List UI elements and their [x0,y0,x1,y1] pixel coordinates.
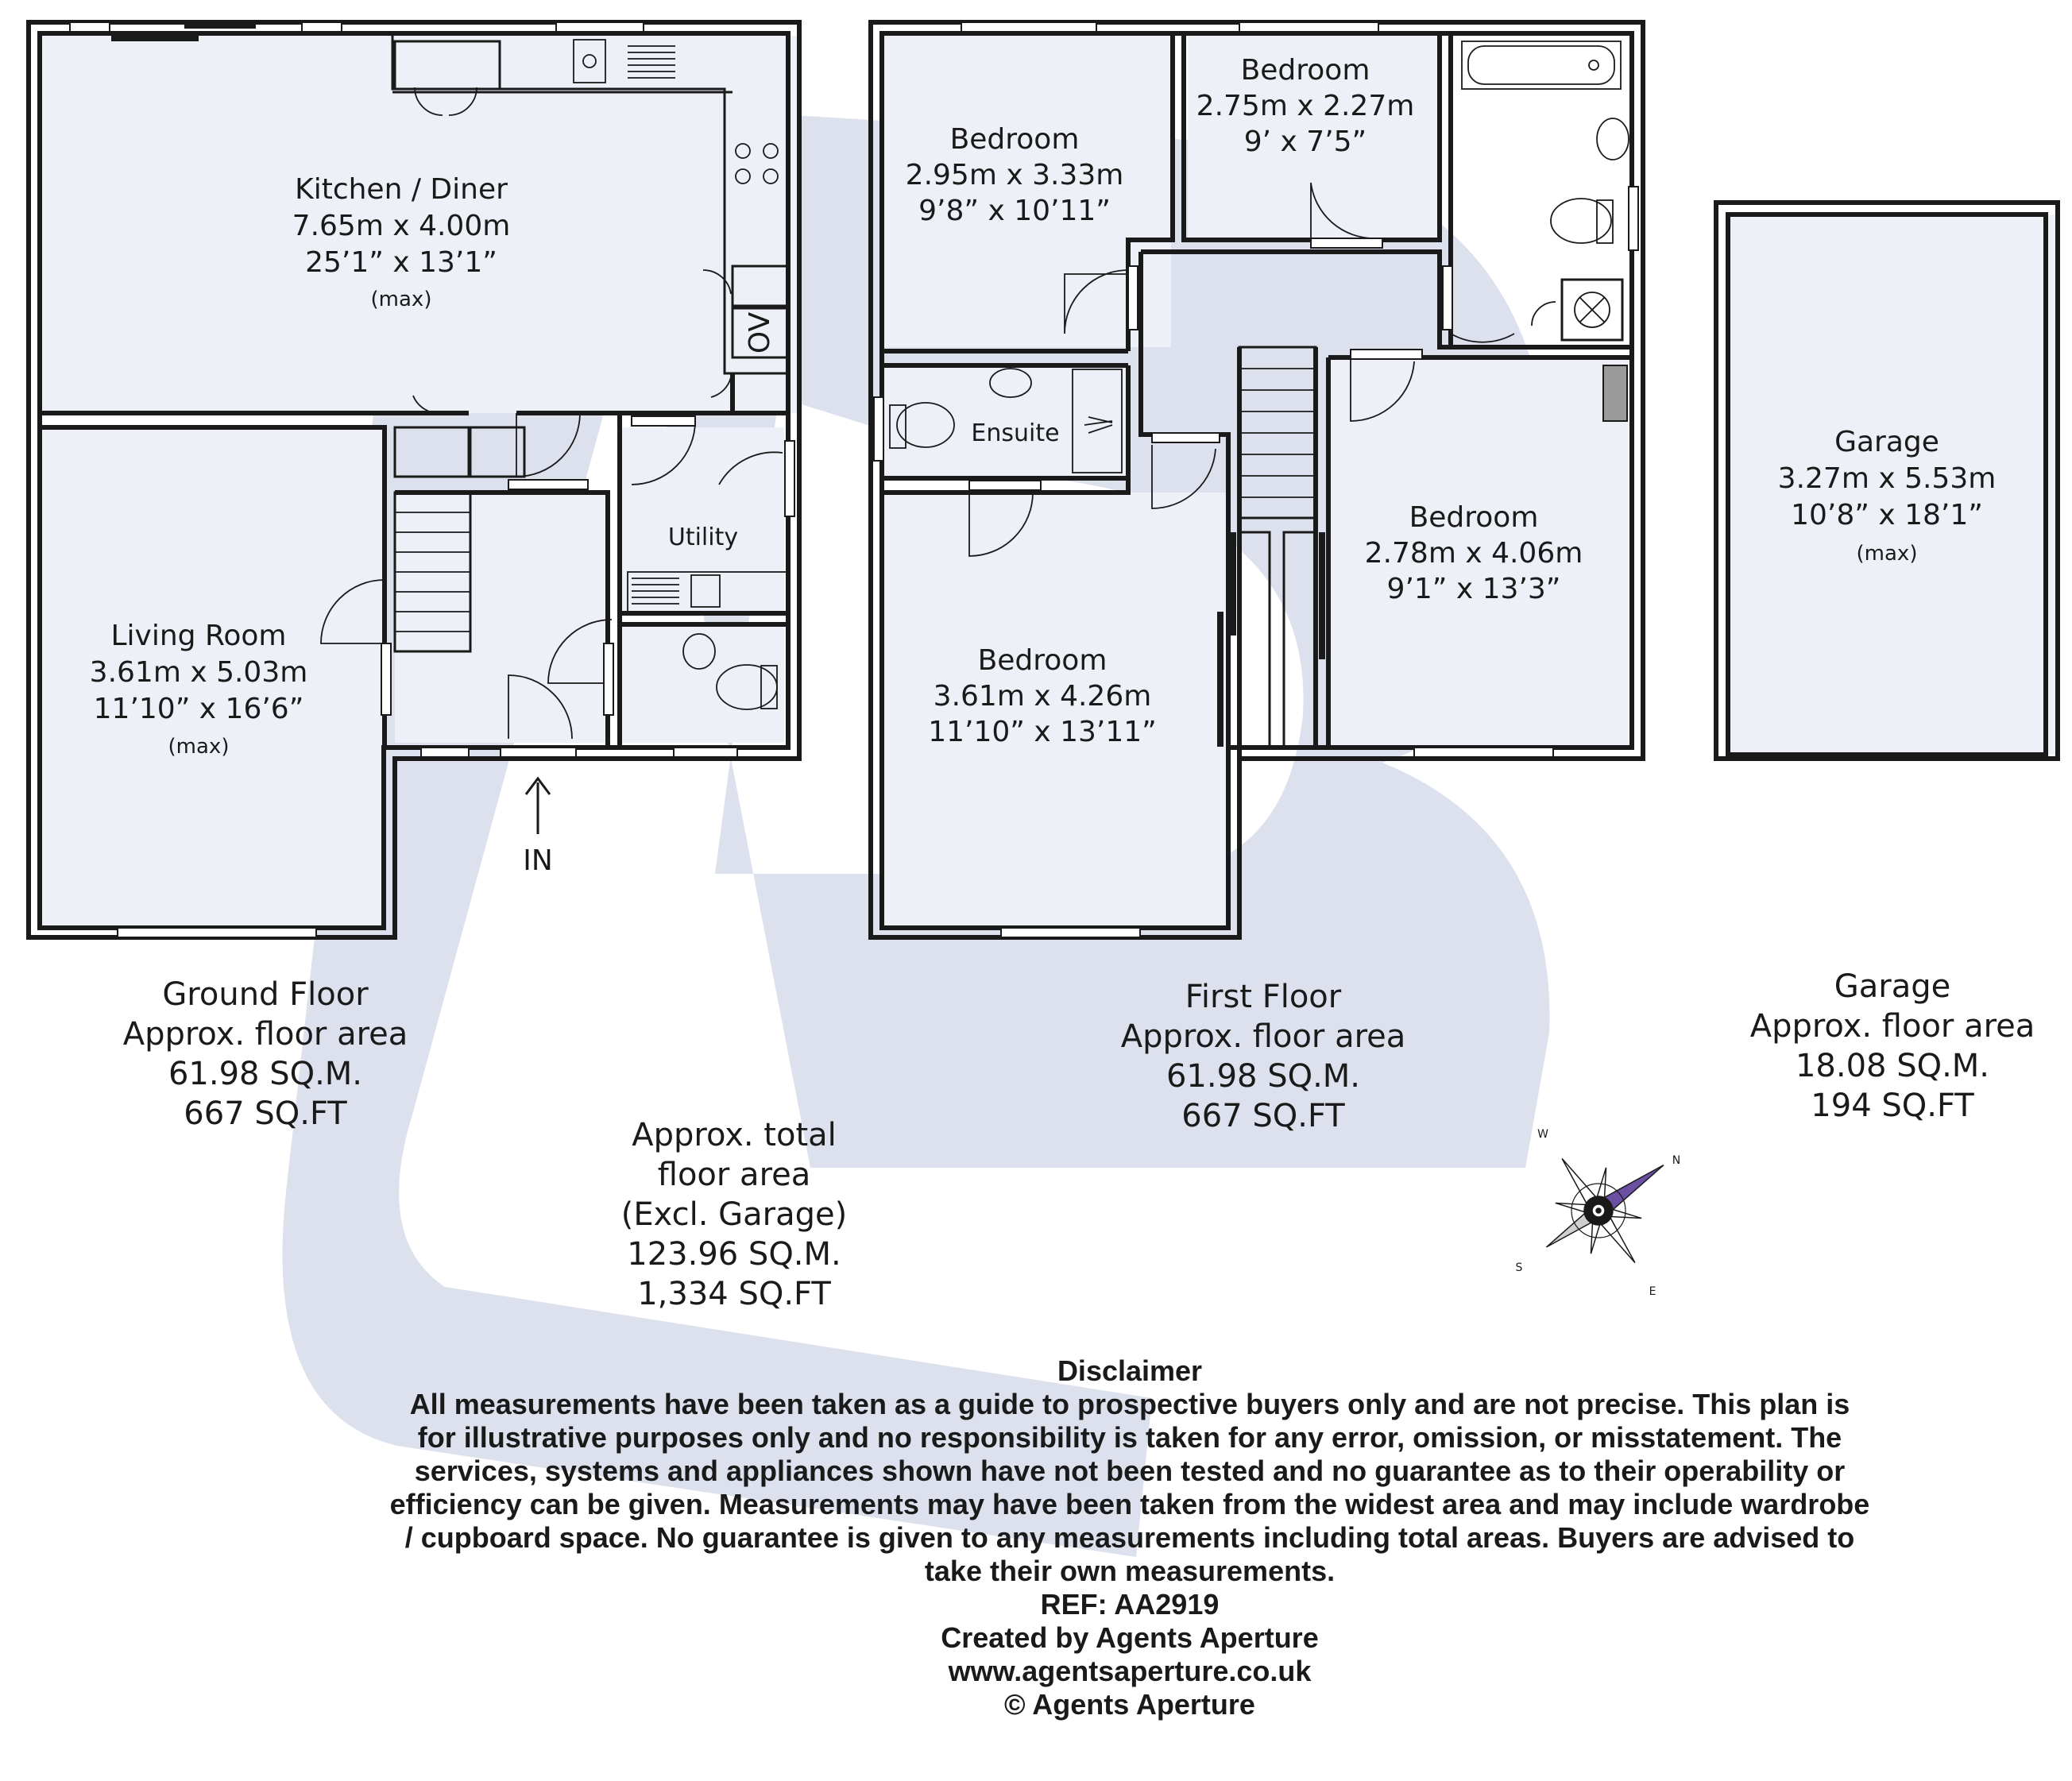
total-line-2: floor area [657,1157,811,1193]
bedroom-2-metric: 2.75m x 2.27m [1196,90,1415,122]
garage-title: Garage [1834,968,1951,1005]
disclaimer-line: efficiency can be given. Measurements may have been taken from the widest area and may include wardrobe [389,1488,1870,1520]
entrance-arrow [526,778,550,834]
total-sqft: 1,334 SQ.FT [637,1276,831,1312]
ground-floor-sqft: 667 SQ.FT [184,1095,347,1132]
website-link[interactable]: www.agentsaperture.co.uk [948,1655,1312,1687]
bedroom-1-metric: 2.95m x 3.33m [905,159,1124,191]
garage-note: (max) [1856,542,1918,566]
ground-floor-title: Ground Floor [162,976,369,1013]
first-floor-title: First Floor [1185,979,1342,1015]
disclaimer-line: All measurements have been taken as a guide to prospective buyers only and are not precise. This plan is [409,1388,1850,1420]
disclaimer-line: for illustrative purposes only and no responsibility is taken for any error, omission, or misstatement. The [417,1421,1842,1454]
garage-imperial: 10’8” x 18’1” [1791,499,1983,531]
bedroom-4-name: Bedroom [977,644,1108,677]
compass-east-label: E [1649,1285,1656,1298]
disclaimer-title: Disclaimer [1057,1354,1203,1387]
bedroom-3-imperial: 9’1” x 13’3” [1386,573,1561,605]
first-floor-sqm: 61.98 SQ.M. [1166,1058,1361,1095]
entrance-label: IN [523,844,553,877]
living-name: Living Room [110,620,287,652]
compass-rose [1516,1128,1681,1298]
bedroom-4-imperial: 11’10” x 13’11” [928,716,1157,748]
bedroom-3-name: Bedroom [1409,501,1539,534]
compass-west-label: W [1537,1128,1548,1141]
disclaimer [390,1354,1870,1721]
bedroom-1-imperial: 9’8” x 10’11” [918,195,1111,227]
total-line-3: (Excl. Garage) [620,1196,848,1233]
kitchen-imperial: 25’1” x 13’1” [305,246,497,279]
first-floor-sqft: 667 SQ.FT [1181,1098,1345,1134]
first-floor-area-label: Approx. floor area [1120,1018,1406,1055]
ground-floor-sqm: 61.98 SQ.M. [168,1056,363,1092]
reference-number: REF: AA2919 [1040,1588,1220,1621]
kitchen-name: Kitchen / Diner [295,173,508,206]
garage-name: Garage [1834,426,1939,458]
kitchen-note: (max) [370,288,432,311]
garage-sqm: 18.08 SQ.M. [1795,1048,1990,1084]
disclaimer-line: / cupboard space. No guarantee is given to any measurements including total areas. Buyers are advised to [404,1521,1855,1554]
created-by: Created by Agents Aperture [941,1621,1319,1654]
living-imperial: 11’10” x 16’6” [93,693,304,725]
total-line-1: Approx. total [632,1117,837,1153]
kitchen-metric: 7.65m x 4.00m [292,210,511,242]
utility-name: Utility [667,523,739,551]
garage-sqft: 194 SQ.FT [1811,1088,1974,1124]
garage-metric: 3.27m x 5.53m [1777,462,1997,495]
bedroom-1-name: Bedroom [949,123,1080,156]
ensuite-name: Ensuite [971,419,1060,447]
disclaimer-line: services, systems and appliances shown have not been tested and no guarantee as to their operability or [414,1455,1846,1487]
living-note: (max) [168,735,230,759]
bedroom-2-imperial: 9’ x 7’5” [1243,126,1367,158]
garage-area-label: Approx. floor area [1749,1008,2035,1045]
oven-label: OV [744,311,776,354]
bedroom-4-metric: 3.61m x 4.26m [933,680,1152,713]
disclaimer-line: take their own measurements. [924,1555,1336,1587]
copyright: © Agents Aperture [1004,1688,1255,1721]
bedroom-2-name: Bedroom [1240,54,1370,87]
ground-floor-area-label: Approx. floor area [122,1016,408,1053]
compass-north-label: N [1672,1154,1681,1167]
compass-south-label: S [1515,1261,1523,1274]
bedroom-3-metric: 2.78m x 4.06m [1364,537,1583,570]
living-metric: 3.61m x 5.03m [89,656,308,689]
total-sqm: 123.96 SQ.M. [627,1236,841,1273]
